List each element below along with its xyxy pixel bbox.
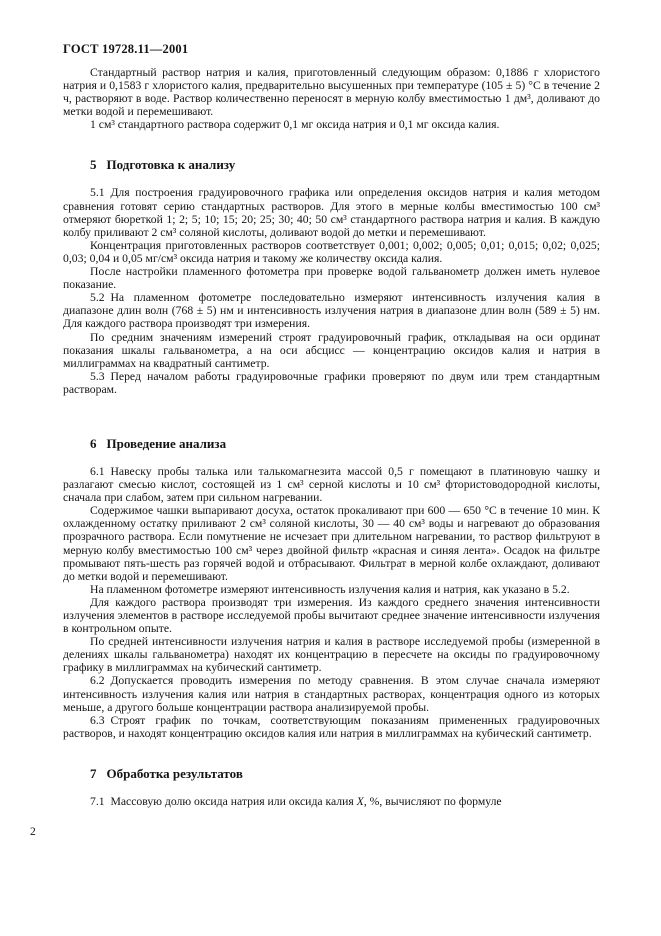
clause-paragraph: 5.2 На пламенном фотометре последовательно измеряют интенсивность излучения калия в диапазоне длин волн (768 ± 5) нм и интенсивность излучения натрия в диапазоне длин волн (589 ± 5) нм. Для каждого раствора производят три измерения. [63, 291, 600, 331]
clause-text: 7.1 Массовую долю оксида натрия или оксида калия [90, 794, 357, 808]
clause-paragraph: Для каждого раствора производят три измерения. Из каждого среднего значения интенсивности излучения элементов в растворе исследуемой пробы вычитают среднее значение интенсивности излучения в контрольном опыте. [63, 595, 600, 636]
section-5-heading [90, 157, 600, 172]
section-title: Проведение анализа [106, 435, 227, 451]
clause-paragraph: По средним значениям измерений строят градуировочный график, откладывая на оси ординат показания шкалы гальванометра, а на оси абсцисс — концентрацию оксидов калия и натрия в миллиграммах на квадратный сантиметр. [63, 330, 600, 370]
section-number: 5 [90, 157, 97, 173]
clause-paragraph: Содержимое чашки выпаривают досуха, остаток прокаливают при 600 — 650 °С в течение 10 мин. К охлажденному остатку приливают 2 см³ соляной кислоты, 30 — 40 см³ воды и нагревают до образования прозрачного раствора. Если помутнение не исчезает при длительном нагревании, то раствор фильтруют в мерную колбу вместимостью 100 см³ через двойной фильтр «красная и синяя лента». Осадок на фильтре промывают пять-шесть раз горячей водой и отбрасывают. Фильтрат в мерной колбе охлаждают, доливают до метки водой и перемешивают. [63, 504, 600, 583]
clause-paragraph: 6.3 Строят график по точкам, соответствующим показаниям примененных градуировочных растворов, и находят концентрацию оксидов калия или натрия в миллиграммах на кубический сантиметр. [63, 713, 600, 740]
clause-paragraph: 6.2 Допускается проводить измерения по методу сравнения. В этом случае сначала измеряют интенсивность излучения калия или натрия в стандартных растворах, концентрация одного из которых меньше, а другого больше концентрации раствора анализируемой пробы. [63, 674, 600, 714]
section-title: Обработка результатов [106, 765, 243, 781]
clause-paragraph: Концентрация приготовленных растворов соответствует 0,001; 0,002; 0,005; 0,01; 0,015; 0,02; 0,025; 0,03; 0,04 и 0,05 мг/см³ оксида натрия и такому же количеству оксида калия. [63, 238, 600, 265]
intro-paragraph: Стандартный раствор натрия и калия, приготовленный следующим образом: 0,1886 г хлористого натрия и 0,1583 г хлористого калия, предварительно высушенных при температуре (105 ± 5) °С в течение 2 ч, растворяют в воде. Раствор количественно переносят в мерную колбу вместимостью 1 дм³, доливают до метки водой и перемешивают. [63, 66, 600, 119]
clause-paragraph: 6.1 Навеску пробы талька или талькомагнезита массой 0,5 г помещают в платиновую чашку и разлагают смесью кислот, состоящей из 1 см³ серной кислоты и 10 см³ фтористоводородной кислоты, сначала при слабом, затем при сильном нагревании. [63, 464, 600, 505]
section-title: Подготовка к анализу [106, 157, 236, 173]
clause-paragraph: На пламенном фотометре измеряют интенсивность излучения калия и натрия, как указано в 5.2. [90, 582, 570, 596]
document-body [63, 66, 600, 808]
section-7-heading [90, 766, 600, 781]
section-number: 7 [90, 765, 97, 781]
clause-paragraph: По средней интенсивности излучения натрия и калия в растворе исследуемой пробы (измеренной в делениях шкалы гальванометра) находят их концентрацию в пересчете на оксиды по градуировочному графику в миллиграммах на кубический сантиметр. [63, 635, 600, 675]
formula-variable-x: X [356, 794, 364, 808]
intro-paragraph: 1 см³ стандартного раствора содержит 0,1 мг оксида натрия и 0,1 мг оксида калия. [90, 118, 500, 132]
standard-number-header: ГОСТ 19728.11—2001 [63, 42, 189, 56]
page-number: 2 [30, 826, 36, 838]
clause-paragraph: После настройки пламенного фотометра при проверке водой гальванометр должен иметь нулевое показание. [63, 265, 600, 292]
section-number: 6 [90, 435, 97, 451]
clause-text: , %, вычисляют по формуле [363, 794, 502, 808]
clause-paragraph: 5.3 Перед началом работы градуировочные графики проверяют по двум или трем стандартным растворам. [63, 369, 600, 396]
clause-paragraph: 5.1 Для построения градуировочного графика или определения оксидов натрия и калия методом сравнения готовят серию стандартных растворов. Для этого в мерные колбы вместимостью 100 см³ отмеряют бюреткой 1; 2; 5; 10; 15; 20; 25; 30; 40; 50 см³ стандартного раствора натрия и калия. В каждую колбу приливают 2 см³ соляной кислоты, доливают водой до метки и перемешивают. [63, 186, 600, 239]
section-6-heading [90, 436, 600, 451]
clause-7-1-paragraph [63, 795, 600, 808]
